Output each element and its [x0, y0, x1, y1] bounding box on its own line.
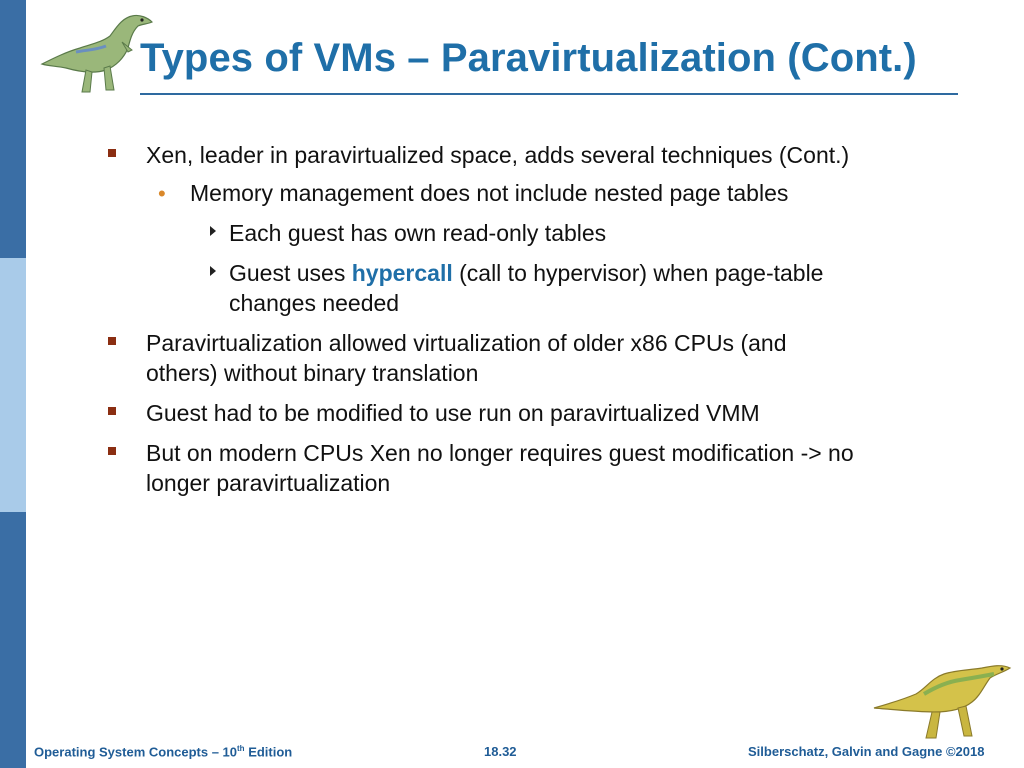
- left-sidebar: [0, 0, 26, 768]
- footer-authors: Silberschatz, Galvin and Gagne ©2018: [748, 744, 985, 759]
- footer-book-text: Operating System Concepts – 10: [34, 744, 238, 760]
- bullet-hypercall-continued: changes needed: [229, 290, 400, 316]
- title-underline: [140, 93, 958, 95]
- bullet-modern-cpus: But on modern CPUs Xen no longer requires guest modification -> no: [146, 440, 854, 466]
- footer-book-title: [34, 744, 292, 759]
- bullet-read-only-tables: Each guest has own read-only tables: [229, 220, 607, 246]
- footer-edition-text: Edition: [244, 744, 293, 760]
- dinosaur-icon: [868, 660, 1018, 744]
- footer-page-number: 18.32: [484, 744, 517, 759]
- hypercall-text-pre: Guest uses: [229, 260, 352, 286]
- square-bullet-icon: [108, 149, 116, 157]
- slide-title: Types of VMs – Paravirtualization (Cont.): [140, 36, 917, 80]
- sidebar-light-middle: [0, 258, 26, 512]
- bullet-hypercall: [229, 258, 823, 289]
- square-bullet-icon: [108, 407, 116, 415]
- square-bullet-icon: [108, 447, 116, 455]
- square-bullet-icon: [108, 337, 116, 345]
- bullet-modern-cpus-continued: longer paravirtualization: [146, 470, 391, 496]
- bullet-memory-management: Memory management does not include nested page tables: [190, 180, 789, 206]
- bullet-older-x86-continued: others) without binary translation: [146, 360, 479, 386]
- hypercall-text-post: (call to hypervisor) when page-table: [452, 260, 824, 286]
- sidebar-dark-top: [0, 0, 26, 258]
- sidebar-dark-bottom: [0, 512, 26, 768]
- triangle-bullet-icon: [210, 266, 216, 276]
- footer-edition-superscript: th: [237, 744, 245, 753]
- bullet-guest-modified: Guest had to be modified to use run on paravirtualized VMM: [146, 400, 760, 426]
- dot-bullet-icon: •: [158, 181, 166, 206]
- bullet-older-x86: Paravirtualization allowed virtualization of older x86 CPUs (and: [146, 330, 787, 356]
- bullet-xen-techniques: Xen, leader in paravirtualized space, adds several techniques (Cont.): [146, 142, 850, 168]
- hypercall-term: hypercall: [351, 260, 453, 286]
- triangle-bullet-icon: [210, 226, 216, 236]
